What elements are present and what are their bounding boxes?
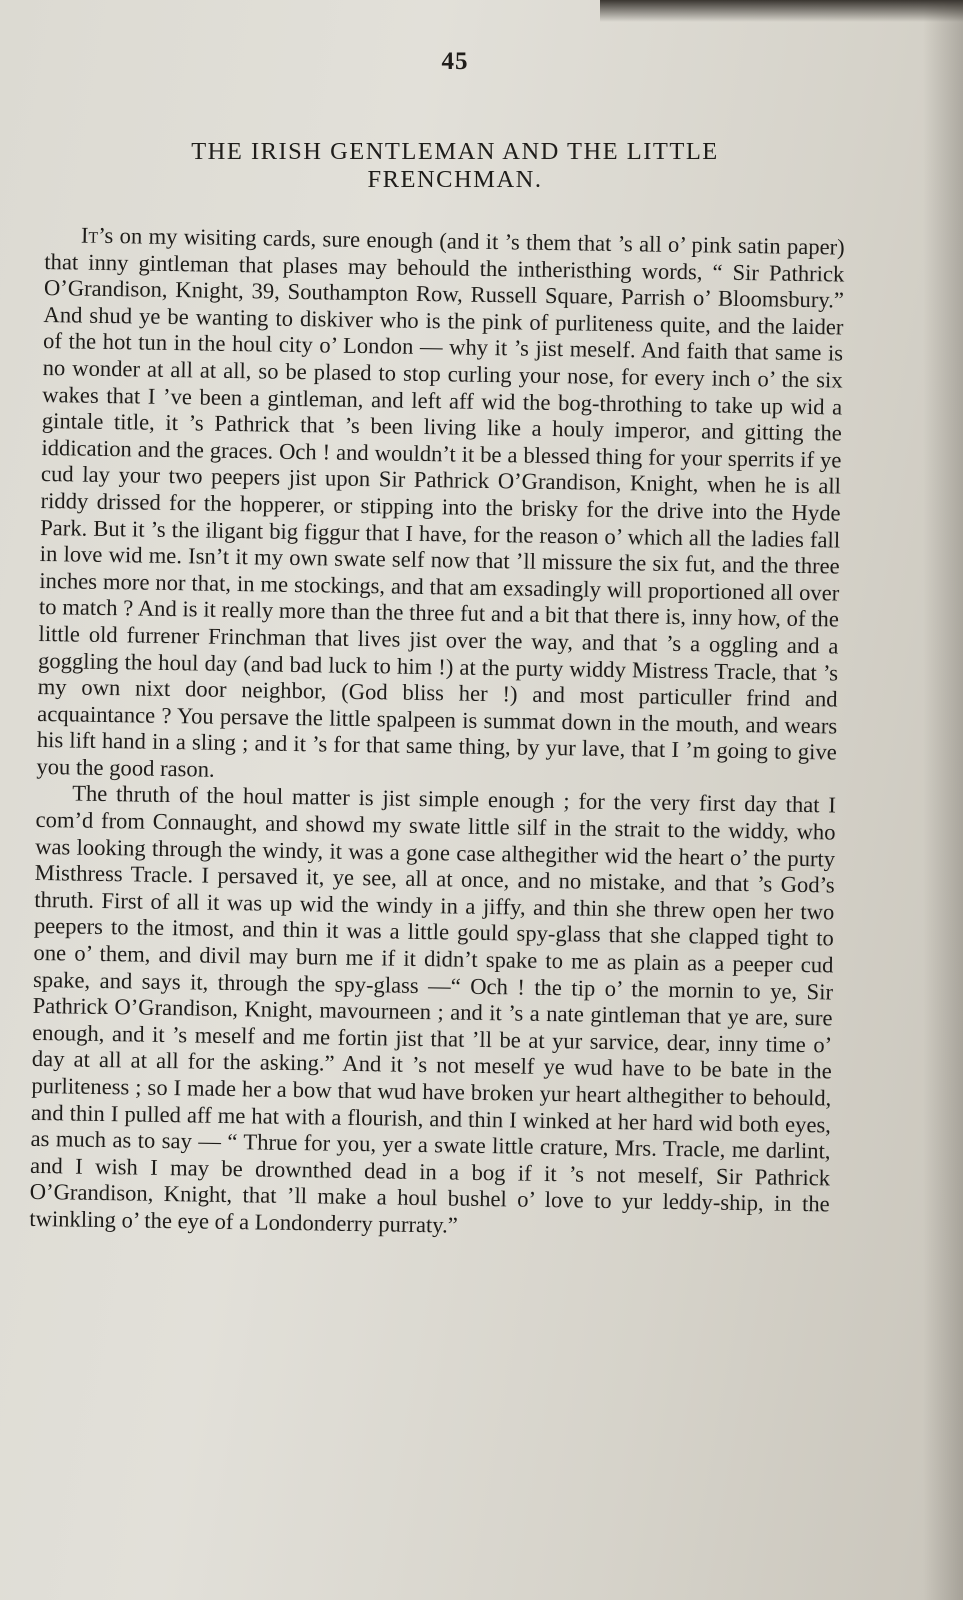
title-line-1: THE IRISH GENTLEMAN AND THE LITTLE <box>191 138 719 165</box>
page-edge-shadow <box>600 0 963 22</box>
chapter-title <box>60 138 850 194</box>
title-line-2: FRENCHMAN. <box>367 166 543 193</box>
body-text <box>29 222 845 1245</box>
page-curve-shadow <box>923 0 963 1600</box>
paragraph-1 <box>36 222 845 793</box>
paragraph-1-text: ’s on my wisiting cards, sure enough (and it ’s them that ’s all o’ pink satin paper) that inny gintleman that plases may behould the intheristhing words, “ Sir Pathrick O’Grandison, Knight, 39, Southampton Row, Russell Square, Parrish o’ Bloomsbury.” And shud ye be wanting to diskiver who is the pink of purliteness quite, and the laider of the hot tun in the houl city o’ London — why it ’s jist meself. And faith that same is no wonder at all at all, so be plased to stop curling your nose, for every inch o’ the six wakes that I ’ve been a gintleman, and left aff wid the bog-throthing to take up wid a gintale title, it ’s Pathrick that ’s been living like a houly imperor, and gitting the iddication and the graces. Och ! and wouldn’t it be a blessed thing for your sperrits if ye cud lay your two peepers jist upon Sir Pathrick O’Grandison, Knight, when he is all riddy drissed for the hopperer, or stipping into the brisky for the drive into the Hyde Park. But it ’s the iligant big figgur that I have, for the reason o’ which all the ladies fall in love wid me. Isn’t it my own swate self now that ’ll missure the six fut, and the three inches more nor that, in me stockings, and that am exsadingly will proportioned all over to match ? And is it really more than the three fut and a bit that there is, inny how, of the little old furrener Frinchman that lives jist over the way, and that ’s a oggling and a goggling the houl day (and bad luck to him !) at the purty widdy Mistress Tracle, that ’s my own nixt door neighbor, (God bliss her !) and most particuller frind and acquaintance ? You persave the little spalpeen is summat down in the mouth, and wears his lift hand in a sling ; and it ’s for that same thing, by yur lave, that I ’m going to give you the good rason. <box>36 222 845 782</box>
paragraph-2: The thruth of the houl matter is jist simple enough ; for the very first day that I com’d from Connaught, and showd my swate little silf in the strait to the widdy, who was looking through the windy, it was a gone case althegither wid the heart o’ the purty Misthress Tracle. I persaved it, ye see, all at once, and no mistake, and that ’s God’s thruth. First of all it was up wid the windy in a jiffy, and thin she threw open her two peepers to the itmost, and thin it was a little gould spy-glass that she clapped tight to one o’ them, and divil may burn me if it didn’t spake to me as plain as a peeper cud spake, and says it, through the spy-glass —“ Och ! the tip o’ the mornin to ye, Sir Pathrick O’Grandison, Knight, mavourneen ; and it ’s a nate gintleman that ye are, sure enough, and it ’s meself and me fortin jist that ’ll be at yur sarvice, dear, inny time o’ day at all at all for the asking.” And it ’s not meself ye wud have to be bate in the purliteness ; so I made her a bow that wud have broken yur heart althegither to behould, and thin I pulled aff me hat with a flourish, and thin I winked at her hard wid both eyes, as much as to say — “ Thrue for you, yer a swate little crature, Mrs. Tracle, me darlint, and I wish I may be drownthed dead in a bog if it ’s not meself, Sir Pathrick O’Grandison, Knight, that ’ll make a houl bushel o’ love to yur leddy-ship, in the twinkling o’ the eye of a Londonderry purraty.” <box>29 780 837 1238</box>
opening-word: It <box>80 222 99 248</box>
page-number: 45 <box>441 48 469 75</box>
